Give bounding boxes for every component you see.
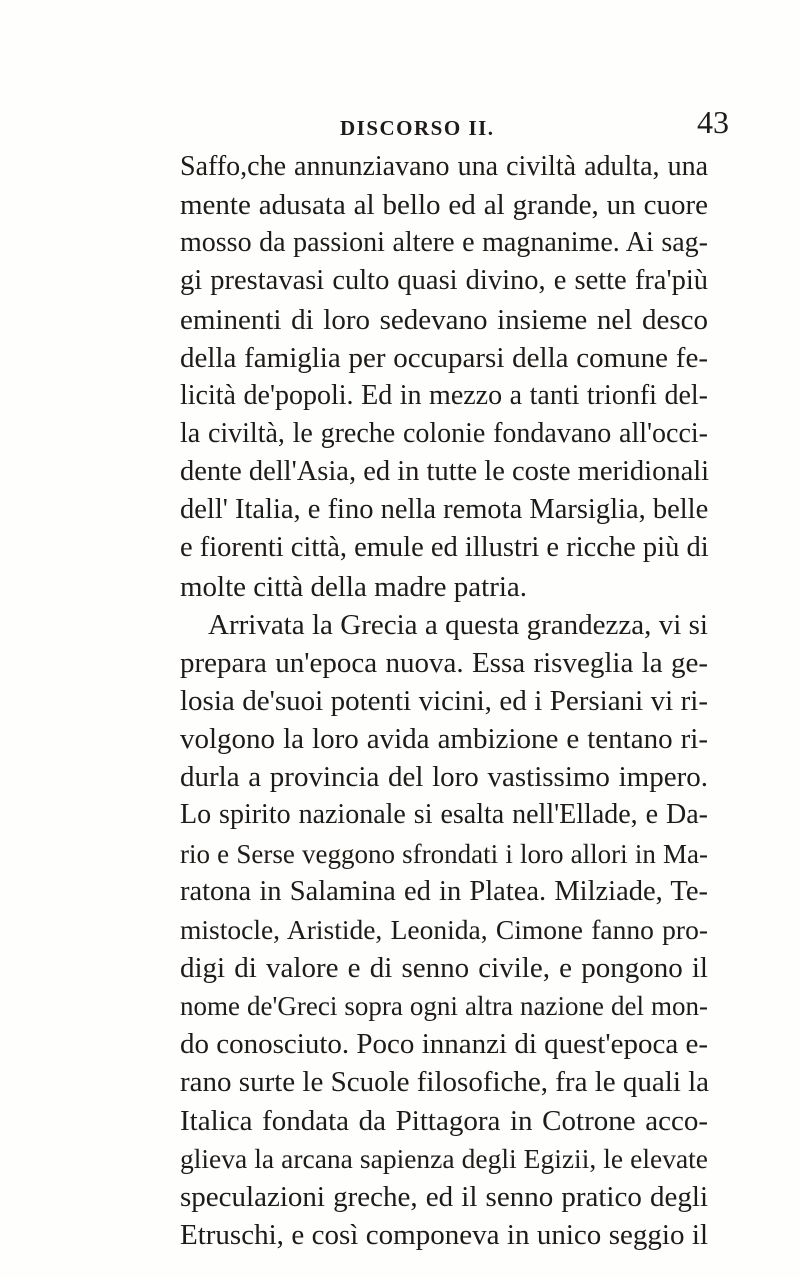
text-line: gi prestavasi culto quasi divino, e sette fra'più [180, 265, 708, 297]
text-line: la civiltà, le greche colonie fondavano all'occi- [180, 417, 708, 449]
text-line: mente adusata al bello ed al grande, un cuore [180, 189, 708, 222]
page-header [0, 104, 800, 144]
text-line: rio e Serse veggono sfrondati i loro allori in Ma- [180, 838, 708, 869]
page-number: 43 [697, 104, 729, 140]
text-line: dente dell'Asia, ed in tutte le coste meridionali [180, 456, 710, 488]
text-line: Saffo,che annunziavano una civiltà adulta, una [180, 151, 708, 182]
text-line: eminenti di loro sedevano insieme nel desco [180, 303, 708, 336]
text-line: prepara un'epoca nuova. Essa risveglia la ge- [180, 646, 708, 679]
text-line: dell' Italia, e fino nella remota Marsiglia, belle [180, 494, 709, 526]
text-line: do conosciuto. Poco innanzi di quest'epoca e- [180, 1028, 708, 1061]
text-line: mistocle, Aristide, Leonida, Cimone fanno pro- [180, 913, 708, 945]
body-text [180, 148, 708, 1254]
text-line: della famiglia per occuparsi della comune fe- [180, 341, 708, 374]
text-line: volgono la loro avida ambizione e tentano ri- [180, 723, 708, 756]
text-line: glieva la arcana sapienza degli Egizii, le elevate [180, 1142, 708, 1174]
text-line: Etruschi, e così componeva in unico seggio il [180, 1218, 708, 1251]
text-line: nome de'Greci sopra ogni altra nazione del mon- [180, 991, 708, 1022]
text-line: mosso da passioni altere e magnanime. Ai sag- [180, 227, 708, 259]
text-line: speculazioni greche, ed il senno pratico degli [180, 1180, 708, 1213]
text-line: durla a provincia del loro vastissimo impero. [180, 761, 708, 794]
text-line: Italica fondata da Pittagora in Cotrone acco- [180, 1104, 708, 1137]
text-line: losia de'suoi potenti vicini, ed i Persiani vi ri- [180, 684, 708, 717]
text-line: licità de'popoli. Ed in mezzo a tanti trionfi del- [180, 379, 708, 411]
paragraph-end-line: molte città della madre patria. [180, 570, 528, 603]
text-line: Lo spirito nazionale si esalta nell'Ellade, e Da- [180, 799, 708, 831]
running-head: DISCORSO II. [340, 116, 495, 140]
paragraph-start-line: Arrivata la Grecia a questa grandezza, vi si [208, 608, 708, 641]
text-line: e fiorenti città, emule ed illustri e ricche più di [180, 532, 709, 564]
text-line: digi di valore e di senno civile, e pongono il [180, 951, 708, 984]
text-line: ratona in Salamina ed in Platea. Milziade, Te- [180, 875, 708, 907]
text-line: rano surte le Scuole filosofiche, fra le quali la [180, 1066, 710, 1099]
